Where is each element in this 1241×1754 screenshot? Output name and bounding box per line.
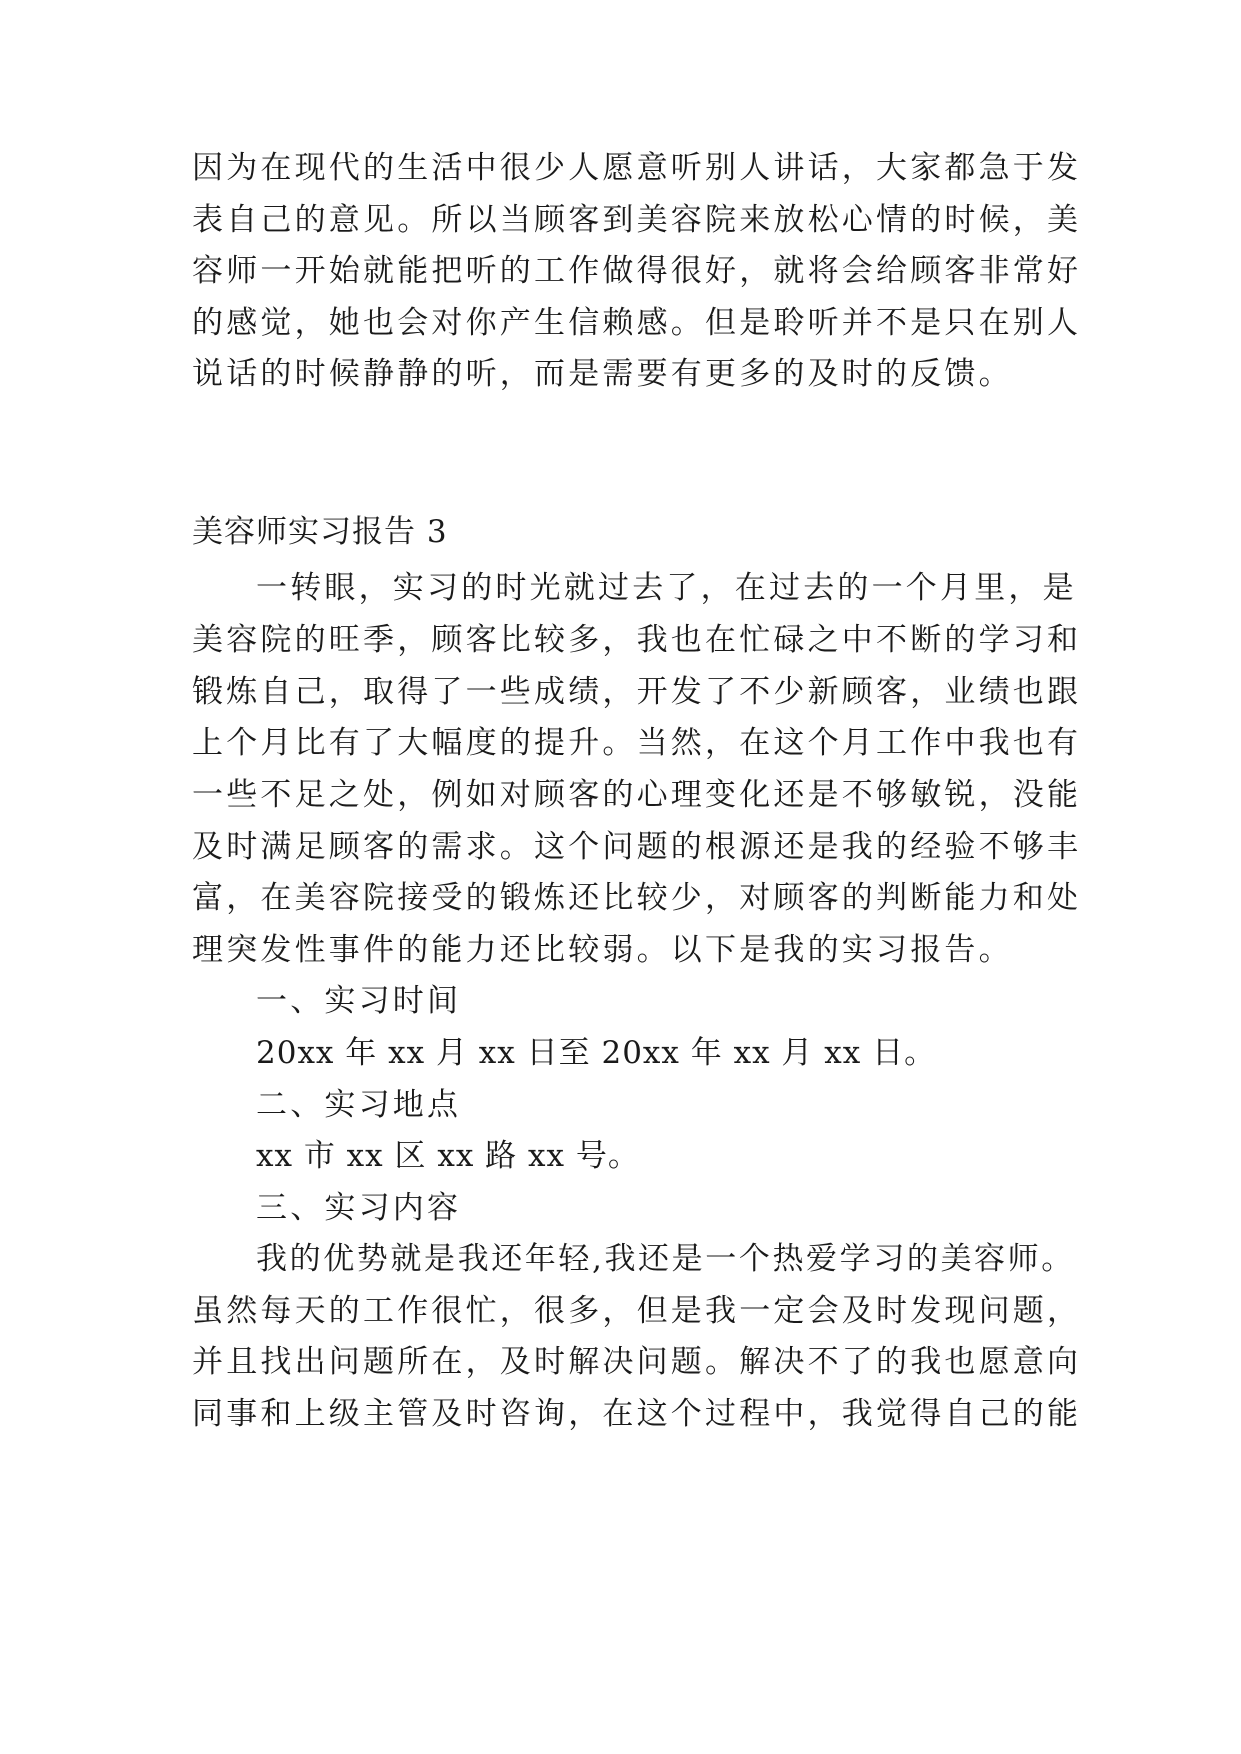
content-line: 虽然每天的工作很忙，很多，但是我一定会及时发现问题， <box>192 1293 1082 1329</box>
body-line: 理突发性事件的能力还比较弱。以下是我的实习报告。 <box>192 932 1013 968</box>
body-line: 一些不足之处，例如对顾客的心理变化还是不够敏锐，没能 <box>192 777 1082 813</box>
body-line: 上个月比有了大幅度的提升。当然，在这个月工作中我也有 <box>192 725 1082 761</box>
intro-line: 说话的时候静静的听，而是需要有更多的及时的反馈。 <box>192 356 1013 392</box>
item-heading-location: 二、实习地点 <box>256 1087 462 1123</box>
intro-line: 表自己的意见。所以当顾客到美容院来放松心情的时候，美 <box>192 202 1082 238</box>
intro-line: 因为在现代的生活中很少人愿意听别人讲话，大家都急于发 <box>192 150 1082 186</box>
body-line: 富，在美容院接受的锻炼还比较少，对顾客的判断能力和处 <box>192 880 1082 916</box>
item-time-value: 20xx 年 xx 月 xx 日至 20xx 年 xx 月 xx 日。 <box>256 1035 937 1071</box>
section-title: 美容师实习报告 3 <box>192 514 448 550</box>
body-line: 锻炼自己，取得了一些成绩，开发了不少新顾客，业绩也跟 <box>192 674 1082 710</box>
content-line: 同事和上级主管及时咨询，在这个过程中，我觉得自己的能 <box>192 1396 1082 1432</box>
body-line: 及时满足顾客的需求。这个问题的根源还是我的经验不够丰 <box>192 829 1082 865</box>
intro-line: 容师一开始就能把听的工作做得很好，就将会给顾客非常好 <box>192 253 1082 289</box>
item-heading-time: 一、实习时间 <box>256 983 462 1019</box>
content-line: 并且找出问题所在，及时解决问题。解决不了的我也愿意向 <box>192 1344 1082 1380</box>
intro-line: 的感觉，她也会对你产生信赖感。但是聆听并不是只在别人 <box>192 305 1082 341</box>
item-heading-content: 三、实习内容 <box>256 1190 462 1226</box>
item-location-value: xx 市 xx 区 xx 路 xx 号。 <box>256 1138 640 1174</box>
body-line: 美容院的旺季，顾客比较多，我也在忙碌之中不断的学习和 <box>192 622 1082 658</box>
body-line: 一转眼，实习的时光就过去了，在过去的一个月里，是 <box>256 570 1077 606</box>
content-line: 我的优势就是我还年轻,我还是一个热爱学习的美容师。 <box>256 1241 1075 1277</box>
